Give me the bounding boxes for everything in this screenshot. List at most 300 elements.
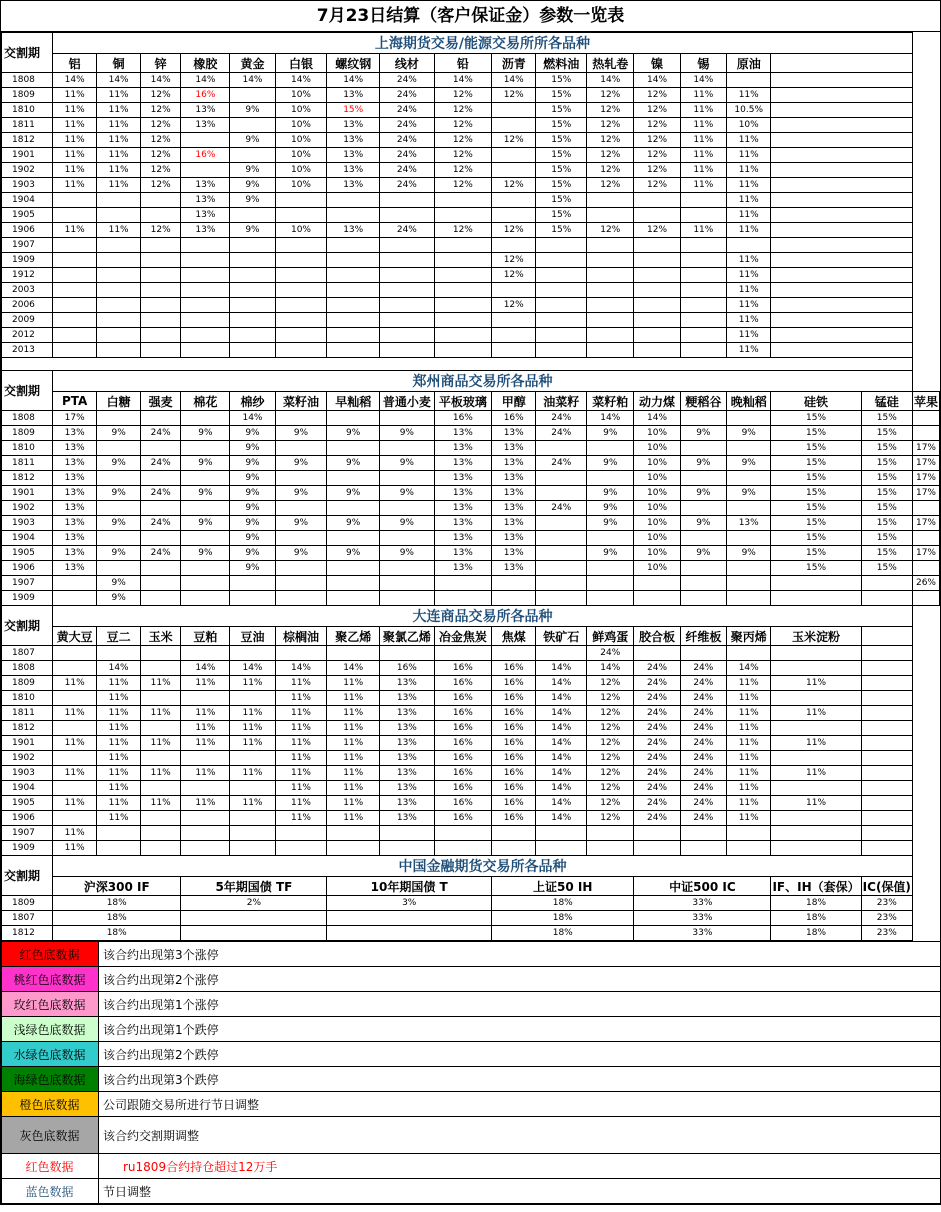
legend-row [2,1017,941,1042]
margin-cell: 14% [680,73,726,88]
margin-cell [327,268,380,283]
shfe-product-0: 铝 [52,54,96,73]
margin-cell [726,841,770,856]
margin-cell [140,471,181,486]
margin-cell: 12% [634,163,680,178]
margin-cell: 13% [52,531,96,546]
margin-cell: 16% [434,676,491,691]
czce-corner-label: 交割期 [2,371,53,411]
margin-cell: 24% [634,796,680,811]
margin-cell [380,576,435,591]
margin-cell: 15% [536,73,587,88]
margin-cell [275,501,327,516]
margin-cell: 11% [52,223,96,238]
margin-cell: 14% [536,766,587,781]
margin-cell: 13% [327,223,380,238]
margin-cell [536,313,587,328]
margin-cell [181,841,230,856]
margin-cell [771,691,861,706]
margin-cell: 11% [726,796,770,811]
margin-cell [726,238,770,253]
margin-cell: 12% [634,148,680,163]
margin-cell: 11% [97,811,140,826]
margin-cell: 12% [434,118,491,133]
margin-cell: 13% [434,516,491,531]
margin-cell: 12% [634,118,680,133]
cffex-product-2: 10年期国债 T [327,877,492,896]
margin-cell: 13% [492,531,536,546]
margin-cell: 11% [52,841,96,856]
margin-cell: 12% [587,133,634,148]
margin-cell: 9% [230,163,275,178]
margin-cell: 10% [275,103,327,118]
margin-cell [97,471,140,486]
margin-cell [52,781,96,796]
margin-cell [492,343,536,358]
margin-cell [536,283,587,298]
margin-cell: 13% [181,118,230,133]
margin-cell [380,646,435,661]
margin-cell [434,193,491,208]
margin-cell: 24% [536,426,587,441]
margin-cell: 11% [726,328,770,343]
margin-cell: 15% [771,561,861,576]
margin-cell: 24% [536,501,587,516]
contract-month: 1812 [2,133,53,148]
margin-cell: 12% [587,736,634,751]
contract-month: 1904 [2,193,53,208]
table-row [2,441,940,456]
margin-cell [771,646,861,661]
margin-cell: 14% [275,73,327,88]
margin-cell: 15% [861,426,912,441]
margin-cell: 11% [726,736,770,751]
table-row [2,148,940,163]
contract-month: 1812 [2,471,53,486]
margin-cell [587,591,634,606]
margin-cell [140,441,181,456]
margin-cell: 12% [587,178,634,193]
legend-description: 该合约出现第3个涨停 [99,942,941,967]
margin-cell: 11% [726,811,770,826]
margin-cell: 11% [97,796,140,811]
margin-cell: 9% [327,516,380,531]
margin-cell [771,591,861,606]
margin-cell: 11% [275,811,327,826]
margin-cell [587,298,634,313]
margin-cell: 10% [634,441,680,456]
contract-month: 1810 [2,441,53,456]
margin-cell [52,283,96,298]
margin-cell: 14% [181,661,230,676]
table-row [2,133,940,148]
margin-cell [536,328,587,343]
margin-cell: 13% [52,561,96,576]
margin-cell: 24% [680,766,726,781]
margin-cell [380,268,435,283]
czce-product-14: 晚籼稻 [726,392,770,411]
margin-cell: 11% [140,706,181,721]
margin-cell [726,531,770,546]
czce-product-5: 菜籽油 [275,392,327,411]
margin-cell: 15% [771,501,861,516]
margin-cell: 15% [771,426,861,441]
margin-cell: 9% [726,486,770,501]
contract-month: 1902 [2,163,53,178]
margin-cell [634,298,680,313]
table-row [2,178,940,193]
table-row [2,546,940,561]
margin-cell: 12% [634,88,680,103]
contract-month: 1905 [2,546,53,561]
cffex-product-4: 中证500 IC [634,877,771,896]
margin-cell: 11% [680,163,726,178]
margin-cell: 24% [634,736,680,751]
margin-cell: 15% [536,133,587,148]
margin-cell [536,471,587,486]
margin-cell [492,118,536,133]
margin-cell: 24% [140,546,181,561]
margin-cell: 11% [726,706,770,721]
margin-cell: 11% [52,88,96,103]
legend-swatch: 灰色底数据 [2,1117,99,1154]
contract-month: 1810 [2,691,53,706]
margin-cell: 12% [587,781,634,796]
margin-cell [140,751,181,766]
czce-product-row [2,392,940,411]
dce-product-2: 玉米 [140,627,181,646]
margin-cell: 14% [230,411,275,426]
margin-cell [97,313,140,328]
margin-cell: 11% [726,253,770,268]
margin-cell: 13% [327,133,380,148]
margin-cell: 10% [634,516,680,531]
czce-product-4: 棉纱 [230,392,275,411]
margin-cell: 13% [434,531,491,546]
margin-cell: 13% [726,516,770,531]
contract-month: 1808 [2,411,53,426]
margin-cell: 24% [380,118,435,133]
table-row [2,313,940,328]
margin-cell: 13% [380,736,435,751]
margin-cell [327,343,380,358]
margin-cell [230,208,275,223]
margin-cell: 17% [912,471,939,486]
czce-product-16: 锰硅 [861,392,912,411]
margin-cell [771,781,861,796]
margin-cell [181,471,230,486]
margin-cell: 11% [726,283,770,298]
contract-month: 2006 [2,298,53,313]
margin-cell [97,298,140,313]
margin-cell: 11% [230,676,275,691]
margin-cell [492,646,536,661]
margin-cell: 12% [587,706,634,721]
margin-cell [52,328,96,343]
margin-cell [230,841,275,856]
margin-cell: 11% [726,343,770,358]
cffex-product-1: 5年期国债 TF [181,877,327,896]
margin-cell: 16% [434,721,491,736]
margin-cell: 10% [726,118,770,133]
margin-cell: 11% [97,163,140,178]
table-row [2,676,940,691]
margin-cell [380,411,435,426]
margin-cell [140,313,181,328]
czce-product-8: 平板玻璃 [434,392,491,411]
legend-description: ru1809合约持仓超过12万手 [99,1154,941,1179]
margin-cell: 16% [380,661,435,676]
margin-cell [726,646,770,661]
row-filler [771,103,913,118]
margin-cell: 13% [181,208,230,223]
margin-cell [140,298,181,313]
margin-cell [140,531,181,546]
margin-cell: 11% [680,88,726,103]
margin-cell: 16% [492,796,536,811]
margin-cell: 11% [771,706,861,721]
cffex-corner-label: 交割期 [2,856,53,896]
margin-cell [861,576,912,591]
czce-product-15: 硅铁 [771,392,861,411]
contract-month: 1903 [2,516,53,531]
margin-cell: 12% [140,163,181,178]
margin-cell: 15% [536,193,587,208]
margin-cell: 9% [230,546,275,561]
table-row [2,208,940,223]
margin-cell: 15% [771,411,861,426]
margin-cell: 15% [536,148,587,163]
margin-cell: 18% [492,911,634,926]
table-row [2,103,940,118]
margin-cell [536,486,587,501]
margin-cell [275,441,327,456]
margin-cell [726,411,770,426]
margin-cell [230,118,275,133]
margin-cell: 10% [634,561,680,576]
margin-cell: 12% [140,178,181,193]
margin-cell: 11% [52,706,96,721]
margin-cell [536,238,587,253]
margin-cell: 13% [434,561,491,576]
margin-cell: 12% [140,103,181,118]
margin-cell: 13% [327,118,380,133]
margin-cell: 15% [861,546,912,561]
legend-row [2,992,941,1017]
margin-cell: 16% [434,781,491,796]
margin-cell: 11% [97,676,140,691]
margin-cell [726,471,770,486]
margin-cell [434,253,491,268]
margin-cell: 16% [492,721,536,736]
margin-cell: 10% [275,163,327,178]
margin-cell: 15% [861,471,912,486]
margin-cell: 24% [536,411,587,426]
margin-cell: 11% [726,208,770,223]
margin-cell: 16% [492,766,536,781]
margin-cell: 15% [771,441,861,456]
margin-cell [492,238,536,253]
margin-cell: 14% [536,721,587,736]
margin-cell: 15% [771,486,861,501]
shfe-product-11: 热轧卷 [587,54,634,73]
czce-product-3: 棉花 [181,392,230,411]
margin-cell: 9% [587,516,634,531]
margin-cell [380,441,435,456]
margin-cell [771,751,861,766]
margin-cell: 9% [587,456,634,471]
margin-cell: 16% [492,751,536,766]
margin-cell [680,343,726,358]
margin-cell [275,471,327,486]
margin-cell: 9% [327,546,380,561]
margin-cell [230,751,275,766]
margin-cell: 24% [587,646,634,661]
margin-cell [492,313,536,328]
margin-cell: 11% [726,163,770,178]
margin-cell: 12% [634,103,680,118]
contract-month: 1906 [2,811,53,826]
margin-cell: 13% [492,486,536,501]
margin-cell: 9% [275,516,327,531]
margin-cell: 9% [680,486,726,501]
margin-cell [97,193,140,208]
margin-cell [726,441,770,456]
margin-cell: 11% [275,691,327,706]
margin-cell: 11% [680,118,726,133]
margin-cell [181,691,230,706]
margin-cell: 12% [587,766,634,781]
margin-cell [275,531,327,546]
margin-cell: 10% [275,118,327,133]
margin-cell [97,343,140,358]
margin-cell: 12% [587,103,634,118]
cffex-product-row [2,877,940,896]
margin-cell: 24% [680,796,726,811]
shfe-header-filler [771,54,913,73]
table-row [2,486,940,501]
margin-cell [140,591,181,606]
margin-cell: 13% [380,751,435,766]
margin-cell: 23% [861,911,912,926]
margin-cell [327,208,380,223]
shfe-corner-label: 交割期 [2,33,53,73]
margin-cell [536,516,587,531]
margin-cell: 11% [726,676,770,691]
margin-cell [434,313,491,328]
margin-cell [634,841,680,856]
margin-cell: 16% [492,706,536,721]
margin-cell: 16% [434,661,491,676]
margin-cell: 10% [634,471,680,486]
margin-cell: 16% [492,676,536,691]
legend-swatch: 桃红色底数据 [2,967,99,992]
margin-cell [771,661,861,676]
margin-cell: 13% [434,546,491,561]
margin-cell [52,193,96,208]
margin-cell: 9% [230,471,275,486]
row-filler [771,298,913,313]
contract-month: 1812 [2,721,53,736]
margin-cell: 14% [97,73,140,88]
row-filler [771,133,913,148]
table-row [2,283,940,298]
row-filler [771,283,913,298]
margin-cell [140,193,181,208]
margin-cell [52,646,96,661]
margin-cell: 9% [230,486,275,501]
margin-cell [587,471,634,486]
margin-cell [492,283,536,298]
margin-cell [230,283,275,298]
margin-cell: 11% [726,298,770,313]
legend-row [2,1042,941,1067]
margin-cell: 11% [52,796,96,811]
contract-month: 1903 [2,178,53,193]
legend-row [2,1092,941,1117]
margin-cell [230,591,275,606]
margin-cell: 18% [771,896,861,911]
margin-cell: 13% [492,501,536,516]
contract-month: 1904 [2,781,53,796]
margin-cell [380,561,435,576]
margin-cell [634,826,680,841]
margin-cell [181,781,230,796]
legend-row [2,1117,941,1154]
margin-cell [634,646,680,661]
margin-cell: 12% [587,118,634,133]
margin-cell: 11% [52,676,96,691]
margin-cell: 14% [536,736,587,751]
margin-cell: 16% [181,88,230,103]
margin-cell: 12% [634,178,680,193]
contract-month: 1901 [2,148,53,163]
contract-month: 1912 [2,268,53,283]
margin-cell [536,561,587,576]
czce-exchange-row [2,371,940,392]
margin-cell: 24% [380,73,435,88]
margin-cell: 13% [380,721,435,736]
legend-row [2,1179,941,1204]
margin-cell [181,561,230,576]
margin-cell: 11% [726,193,770,208]
cffex-exchange-row [2,856,940,877]
margin-cell: 13% [181,193,230,208]
margin-cell [587,561,634,576]
margin-cell: 11% [97,103,140,118]
margin-cell: 17% [912,486,939,501]
margin-cell: 11% [726,268,770,283]
legend-description: 节日调整 [99,1179,941,1204]
dce-product-0: 黄大豆 [52,627,96,646]
margin-cell [52,253,96,268]
table-row [2,223,940,238]
czce-exchange-title: 郑州商品交易所各品种 [52,371,912,392]
margin-cell [634,591,680,606]
margin-cell [230,576,275,591]
margin-cell [726,576,770,591]
margin-cell: 11% [327,721,380,736]
margin-cell: 9% [97,546,140,561]
margin-cell [771,826,861,841]
dce-product-row [2,627,940,646]
margin-cell [52,811,96,826]
margin-cell [181,501,230,516]
legend-swatch: 浅绿色底数据 [2,1017,99,1042]
table-row [2,826,940,841]
margin-cell [726,826,770,841]
table-row [2,561,940,576]
